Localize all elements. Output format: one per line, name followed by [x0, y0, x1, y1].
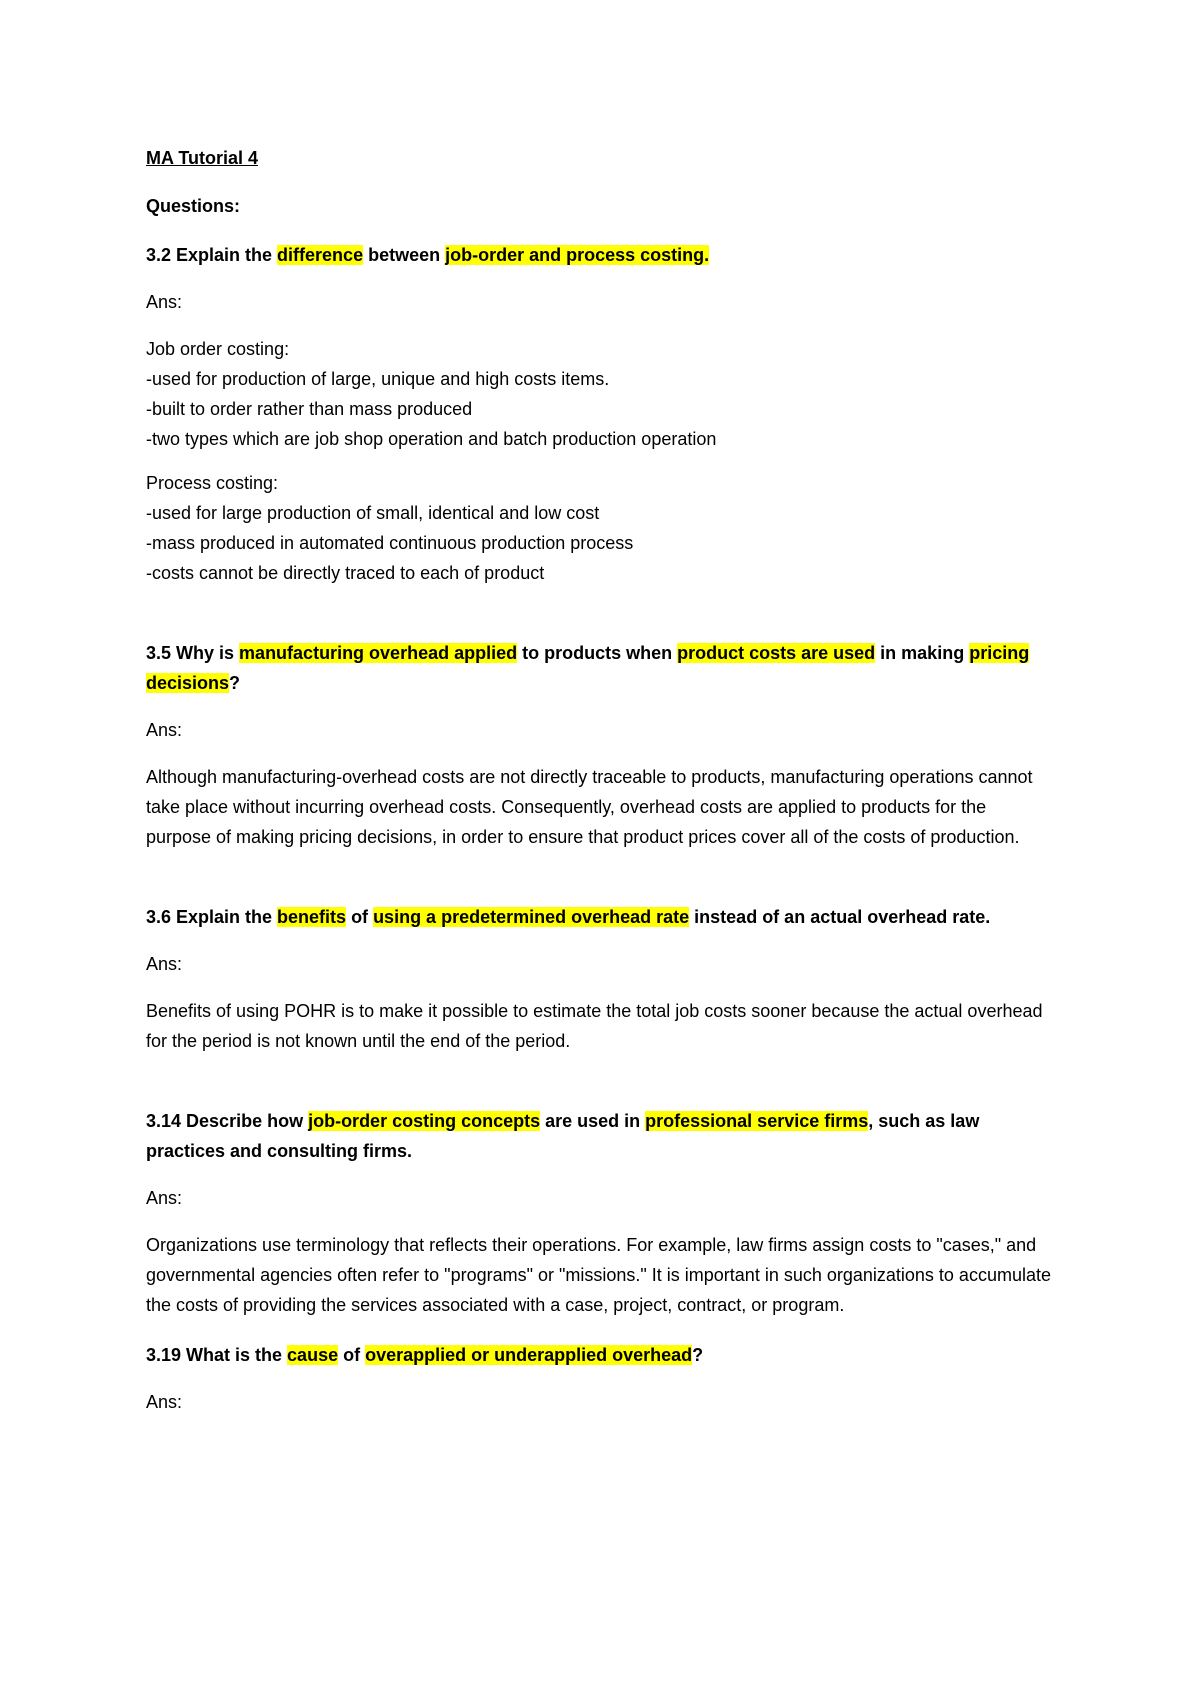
section-title: Job order costing:: [146, 339, 290, 359]
highlight: overapplied or underapplied overhead: [365, 1345, 693, 1365]
answer-text: Organizations use terminology that reflects their operations. For example, law firms assign costs to "cases," and governmental agencies often refer to "programs" or "missions." It is important in such organizations to accumulate the costs of providing the services associated with a case, project, contract, or program.: [146, 1235, 1051, 1315]
answer-label: Ans:: [146, 720, 183, 740]
highlight: manufacturing overhead applied: [239, 643, 518, 663]
answer-label: Ans:: [146, 1392, 183, 1412]
list-item: -used for production of large, unique and high costs items.: [146, 369, 610, 389]
list-item: -built to order rather than mass produced: [146, 399, 473, 419]
list-item: -mass produced in automated continuous production process: [146, 533, 634, 553]
highlight: professional service firms: [645, 1111, 869, 1131]
highlight: using a predetermined overhead rate: [373, 907, 690, 927]
highlight: job-order costing concepts: [308, 1111, 541, 1131]
question-3-2: 3.2 Explain the difference between job-order and process costing.: [146, 245, 710, 265]
highlight: product costs are used: [677, 643, 876, 663]
list-item: -used for large production of small, identical and low cost: [146, 503, 600, 523]
document-body: [146, 146, 1056, 1434]
question-3-19: 3.19 What is the cause of overapplied or underapplied overhead?: [146, 1345, 704, 1365]
highlight: pricing decisions: [146, 643, 1030, 693]
answer-text: Although manufacturing-overhead costs are not directly traceable to products, manufacturing operations cannot take place without incurring overhead costs. Consequently, overhead costs are applied to products for the purpose of making pricing decisions, in order to ensure that product prices cover all of the costs of production.: [146, 767, 1033, 847]
job-order-costing-section: [146, 334, 1056, 454]
question-3-6: 3.6 Explain the benefits of using a predetermined overhead rate instead of an actual overhead rate.: [146, 907, 991, 927]
answer-label: Ans:: [146, 292, 183, 312]
question-3-14: 3.14 Describe how job-order costing concepts are used in professional service firms, such as law practices and consulting firms.: [146, 1111, 980, 1161]
process-costing-section: [146, 468, 1056, 588]
highlight: benefits: [277, 907, 347, 927]
document-title: MA Tutorial 4: [146, 148, 258, 168]
highlight: difference: [277, 245, 364, 265]
highlight: job-order and process costing.: [445, 245, 710, 265]
answer-label: Ans:: [146, 954, 183, 974]
section-title: Process costing:: [146, 473, 279, 493]
list-item: -two types which are job shop operation and batch production operation: [146, 429, 717, 449]
highlight: cause: [287, 1345, 339, 1365]
question-3-5: 3.5 Why is manufacturing overhead applied to products when product costs are used in making pricing decisions?: [146, 643, 1030, 693]
answer-text: Benefits of using POHR is to make it possible to estimate the total job costs sooner because the actual overhead for the period is not known until the end of the period.: [146, 1001, 1043, 1051]
questions-heading: Questions:: [146, 196, 241, 216]
answer-label: Ans:: [146, 1188, 183, 1208]
list-item: -costs cannot be directly traced to each of product: [146, 563, 545, 583]
